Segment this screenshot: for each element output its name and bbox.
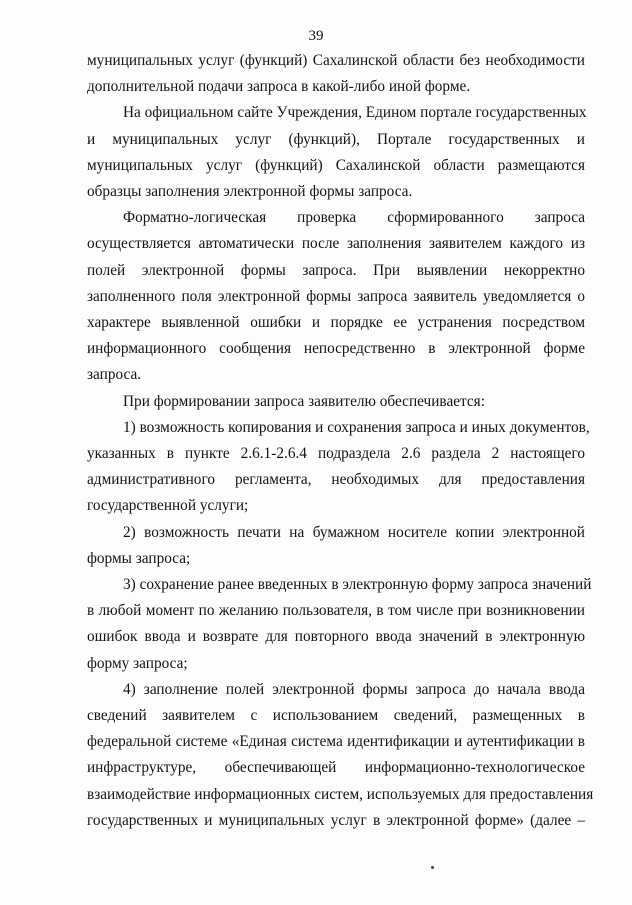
text-line: форму запроса; bbox=[87, 654, 188, 672]
text-line: 3) сохранение ранее введенных в электронную форму запроса значений bbox=[123, 576, 592, 594]
text-line: Форматно-логическая проверка сформированного запроса bbox=[123, 209, 585, 227]
paragraph bbox=[87, 100, 585, 205]
text-line: взаимодействие информационных систем, используемых для предоставления bbox=[87, 785, 594, 803]
text-line: информационного сообщения непосредственно в электронной форме bbox=[87, 340, 585, 358]
text-line: полей электронной формы запроса. При выявлении некорректно bbox=[87, 261, 585, 279]
text-line: указанных в пункте 2.6.1-2.6.4 подраздела 2.6 раздела 2 настоящего bbox=[87, 445, 585, 463]
text-line: запроса. bbox=[87, 366, 142, 384]
paragraph bbox=[87, 205, 585, 388]
text-line: государственных и муниципальных услуг в электронной форме» (далее – bbox=[87, 811, 585, 829]
text-line: инфраструктуре, обеспечивающей информационно-технологическое bbox=[87, 759, 585, 777]
text-line: осуществляется автоматически после заполнения заявителем каждого из bbox=[87, 235, 585, 253]
text-line: муниципальных услуг (функций) Сахалинской области без необходимости bbox=[87, 52, 585, 69]
text-line: федеральной системе «Единая система идентификации и аутентификации в bbox=[87, 733, 585, 751]
paragraph bbox=[87, 520, 585, 572]
text-line: в любой момент по желанию пользователя, в том числе при возникновении bbox=[87, 602, 585, 620]
text-line: муниципальных услуг (функций) Сахалинской области размещаются bbox=[87, 156, 585, 174]
text-line: 1) возможность копирования и сохранения запроса и иных документов, bbox=[123, 418, 590, 436]
text-line: административного регламента, необходимых для предоставления bbox=[87, 471, 585, 489]
paragraph bbox=[87, 572, 592, 677]
text-line: государственной услуги; bbox=[87, 497, 249, 515]
text-line: При формировании запроса заявителю обеспечивается: bbox=[123, 392, 485, 410]
text-line: 4) заполнение полей электронной формы запроса до начала ввода bbox=[123, 680, 585, 698]
scan-speck bbox=[431, 866, 434, 869]
text-line: На официальном сайте Учреждения, Едином портале государственных bbox=[123, 104, 587, 122]
text-line: заполненного поля электронной формы запроса заявитель уведомляется о bbox=[87, 287, 585, 305]
text-line: характере выявленной ошибки и порядке ее устранения посредством bbox=[87, 314, 585, 332]
text-line: дополнительной подачи запроса в какой-либо иной форме. bbox=[87, 78, 471, 96]
paragraph bbox=[87, 677, 594, 834]
page-number: 39 bbox=[308, 28, 324, 44]
text-line: формы запроса; bbox=[87, 549, 191, 567]
document-body bbox=[87, 48, 594, 834]
text-line: ошибок ввода и возврате для повторного ввода значений в электронную bbox=[87, 628, 585, 646]
text-line: 2) возможность печати на бумажном носителе копии электронной bbox=[123, 523, 585, 541]
text-line: и муниципальных услуг (функций), Портале государственных и bbox=[87, 130, 585, 148]
paragraph bbox=[87, 48, 585, 100]
paragraph bbox=[87, 415, 590, 520]
text-line: сведений заявителем с использованием сведений, размещенных в bbox=[87, 707, 585, 725]
paragraph bbox=[87, 389, 585, 415]
text-line: образцы заполнения электронной формы запроса. bbox=[87, 183, 413, 201]
